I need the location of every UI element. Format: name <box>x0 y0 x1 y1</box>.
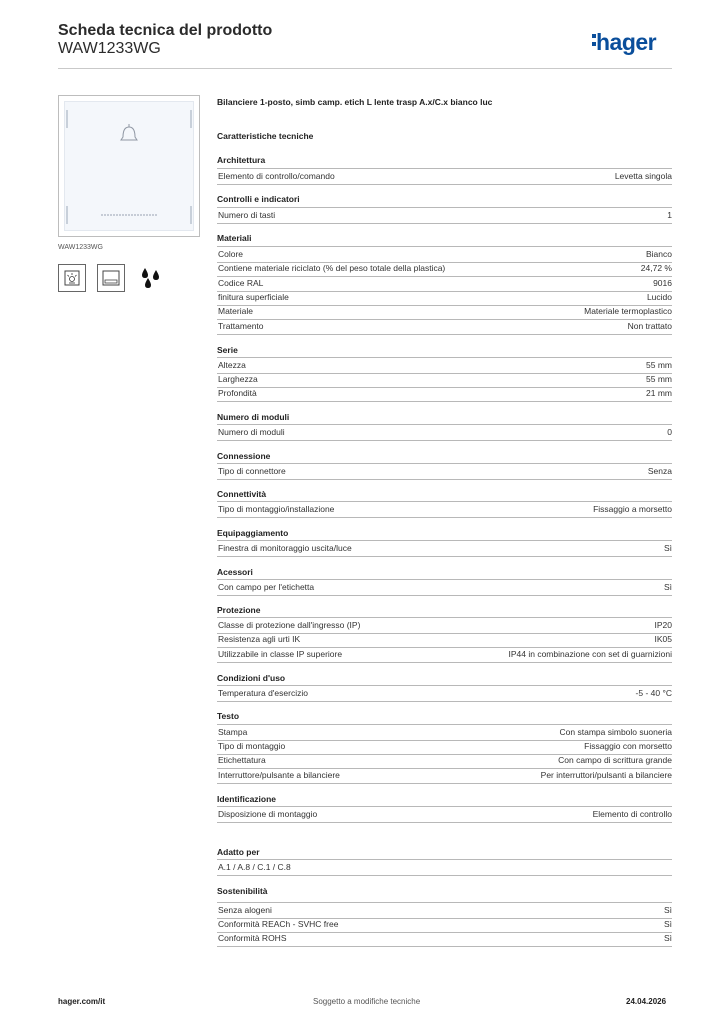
footer-website[interactable]: hager.com/it <box>58 997 106 1006</box>
spec-label: Etichettatura <box>218 755 266 765</box>
spec-row <box>217 207 672 224</box>
section-title: Serie <box>217 345 238 355</box>
spec-value: Sì <box>663 905 672 915</box>
spec-value: Con stampa simbolo suoneria <box>559 727 672 737</box>
spec-label: Resistenza agli urti IK <box>218 634 301 644</box>
spec-label: Colore <box>218 249 244 259</box>
spec-value: Per interruttori/pulsanti a bilanciere <box>540 770 672 780</box>
footer-date: 24.04.2026 <box>626 997 667 1006</box>
spec-label: Conformità ROHS <box>218 933 287 943</box>
spec-label: Stampa <box>218 727 248 737</box>
page-title: Scheda tecnica del prodotto <box>58 22 273 39</box>
characteristics-heading: Caratteristiche tecniche <box>217 131 314 141</box>
spec-label: A.1 / A.8 / C.1 / C.8 <box>218 862 291 872</box>
bell-icon <box>121 124 137 140</box>
spec-row <box>217 685 672 702</box>
spec-label: Numero di tasti <box>218 210 276 220</box>
product-description: Bilanciere 1-posto, simb camp. etich L lente trasp A.x/C.x bianco luc <box>217 97 493 107</box>
section-title: Acessori <box>217 567 253 577</box>
spec-row <box>217 540 672 557</box>
lamp-symbol-icon <box>58 264 86 292</box>
spec-value: Sì <box>663 933 672 943</box>
footer-note: Soggetto a modifiche tecniche <box>313 997 421 1006</box>
spec-row <box>217 168 672 185</box>
spec-row <box>217 319 672 335</box>
spec-label: Tipo di montaggio/installazione <box>218 504 335 514</box>
spec-row <box>217 931 672 947</box>
spec-label: Materiale <box>218 306 253 316</box>
spec-value: 55 mm <box>646 374 672 384</box>
spec-label: Numero di moduli <box>218 427 285 437</box>
spec-label: Contiene materiale riciclato (% del peso totale della plastica) <box>218 263 446 273</box>
spec-label: Utilizzabile in classe IP superiore <box>218 649 343 659</box>
section-title: Testo <box>217 711 240 721</box>
spec-label: Disposizione di montaggio <box>218 809 318 819</box>
spec-label: Altezza <box>218 360 246 370</box>
spec-label: Temperatura d'esercizio <box>218 688 308 698</box>
section-title: Architettura <box>217 155 266 165</box>
section-title: Adatto per <box>217 847 260 857</box>
spec-label: Elemento di controllo/comando <box>218 171 335 181</box>
rocker-symbol-icon <box>97 264 125 292</box>
spec-value: Con campo di scrittura grande <box>558 755 672 765</box>
spec-row <box>217 632 672 648</box>
water-drops-icon <box>136 264 164 292</box>
spec-label: Classe di protezione dall'ingresso (IP) <box>218 620 361 630</box>
spec-label: finitura superficiale <box>218 292 289 302</box>
spec-value: Sì <box>663 582 672 592</box>
spec-value: 21 mm <box>646 388 672 398</box>
section-title: Connettività <box>217 489 267 499</box>
section-title: Protezione <box>217 605 261 615</box>
spec-label: Finestra di monitoraggio uscita/luce <box>218 543 352 553</box>
section-title: Identificazione <box>217 794 277 804</box>
section-title: Controlli e indicatori <box>217 194 300 204</box>
spec-row <box>217 647 672 663</box>
spec-label: Senza alogeni <box>218 905 272 915</box>
spec-row <box>217 304 672 320</box>
spec-value: Levetta singola <box>614 171 672 181</box>
section-title: Condizioni d'uso <box>217 673 286 683</box>
spec-value: IP44 in combinazione con set di guarnizioni <box>508 649 672 659</box>
spec-value: 0 <box>667 427 672 437</box>
spec-value: Materiale termoplastico <box>584 306 672 316</box>
section-title: Sostenibilità <box>217 886 268 896</box>
header-divider <box>58 68 672 69</box>
spec-label: Larghezza <box>218 374 258 384</box>
spec-value: 55 mm <box>646 360 672 370</box>
spec-value: Lucido <box>646 292 672 302</box>
spec-row <box>217 261 672 277</box>
spec-label: Interruttore/pulsante a bilanciere <box>218 770 340 780</box>
image-caption: WAW1233WG <box>58 244 103 251</box>
spec-label: Conformità REACh - SVHC free <box>218 919 339 929</box>
spec-value: Non trattato <box>627 321 672 331</box>
spec-label: Tipo di connettore <box>218 466 286 476</box>
spec-label: Trattamento <box>218 321 264 331</box>
product-image <box>58 95 200 237</box>
rocker-plate <box>64 101 194 231</box>
spec-value: IK05 <box>654 634 672 644</box>
product-code: WAW1233WG <box>58 40 161 57</box>
spec-value: Sì <box>663 543 672 553</box>
spec-value: Sì <box>663 919 672 929</box>
spec-value: 1 <box>667 210 672 220</box>
spec-row <box>217 463 672 480</box>
rocker-drawing <box>65 102 193 230</box>
spec-value: Senza <box>647 466 672 476</box>
spec-row <box>217 501 672 518</box>
spec-value: IP20 <box>654 620 672 630</box>
spec-value: 24,72 % <box>640 263 672 273</box>
spec-value: Bianco <box>646 249 672 259</box>
spec-row <box>217 579 672 596</box>
spec-row <box>217 753 672 769</box>
spec-value: -5 - 40 °C <box>635 688 672 698</box>
spec-value: Fissaggio con morsetto <box>584 741 672 751</box>
section-title: Materiali <box>217 233 252 243</box>
section-title: Connessione <box>217 451 271 461</box>
spec-label: Codice RAL <box>218 278 264 288</box>
spec-row <box>217 386 672 402</box>
logo-text: hager <box>596 29 657 55</box>
spec-label: Profondità <box>218 388 257 398</box>
section-title: Equipaggiamento <box>217 528 289 538</box>
spec-row <box>217 806 672 823</box>
spec-value: Fissaggio a morsetto <box>593 504 672 514</box>
spec-label: Con campo per l'etichetta <box>218 582 315 592</box>
hager-logo <box>592 29 656 56</box>
spec-label: Tipo di montaggio <box>218 741 286 751</box>
spec-value: 9016 <box>653 278 672 288</box>
spec-row <box>217 859 672 876</box>
section-title: Numero di moduli <box>217 412 290 422</box>
spec-row <box>217 424 672 441</box>
spec-row <box>217 768 672 784</box>
spec-value: Elemento di controllo <box>592 809 672 819</box>
